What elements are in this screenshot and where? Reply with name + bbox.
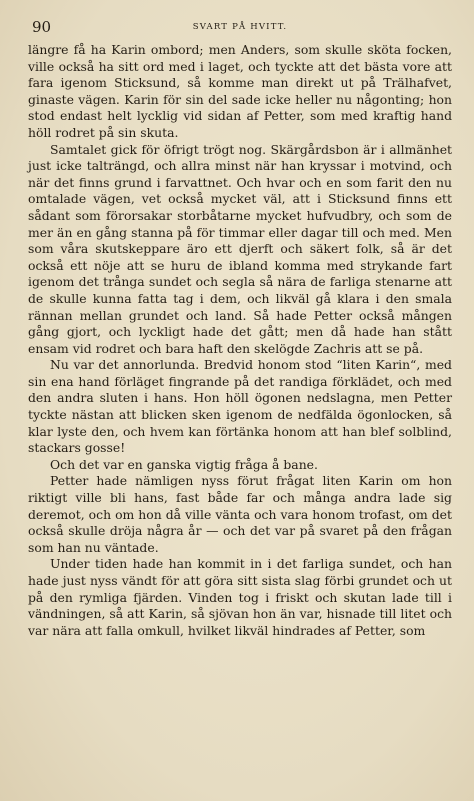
running-head: SVART PÅ HVITT. (192, 22, 288, 32)
paragraph: Och det var en ganska vigtig fråga å bane. (50, 456, 318, 472)
paragraph: Nu var det annorlunda. Bredvid honom stod “liten Karin“, med sin ena hand förläget fingrande på det randiga förklädet, och med den andra sluten i hans. Hon höll ögonen nedslagna, men Petter tyckte nästan att blicken sken igenom de nedfälda ögonlocken, så klar lyste den, och hvem kan förtänka honom att han blef solblind, stackars gosse! (28, 357, 452, 456)
page-header (28, 16, 452, 42)
body-text (28, 42, 452, 639)
paragraph: längre få ha Karin ombord; men Anders, som skulle sköta focken, ville också ha sitt ord med i laget, och tyckte att det bästa vore att fara igenom Sticksund, så komme man direkt ut på Trälhafvet, ginaste vägen. Karin för sin del sade icke heller nu någonting; hon stod endast helt lycklig vid sidan af Petter, som med kraftig hand höll rodret på sin skuta. (28, 42, 452, 140)
paragraph: Samtalet gick för öfrigt trögt nog. Skärgårdsbon är i allmänhet just icke talträngd, och allra minst när han kryssar i motvind, och när det finns grund i farvattnet. Och hvar och en som farit den nu omtalade vägen, vet också mycket väl, att i Sticksund finns ett sådant som förorsakar storbåtarne mycket hufvudbry, och som de mer än en gång stanna på för timmar eller dagar till och med. Men som våra skutskeppare äro ett djerft och säkert folk, så är det också ett nöje att se huru de ibland komma med strykande fart igenom det trånga sundet och segla så nära de farliga stenarne att de skulle kunna fatta tag i dem, och likväl gå klara i den smala rännan mellan grundet och land. Så hade Petter också mången gång gjort, och lyckligt hade det gått; men då hade han stått ensam vid rodret och bara haft den skelögde Zachris att se på. (28, 141, 452, 356)
paragraph: Under tiden hade han kommit in i det farliga sundet, och han hade just nyss vändt för att göra sitt sista slag förbi grundet och ut på den rymliga fjärden. Vinden tog i friskt och skutan lade till i vändningen, så att Karin, så sjövan hon än var, hisnade till litet och var nära att falla omkull, hvilket likväl hindrades af Petter, som (28, 556, 452, 638)
paragraph: Petter hade nämligen nyss förut frågat liten Karin om hon riktigt ville bli hans, fast både far och många andra lade sig deremot, och om hon då ville vänta och vara honom trofast, om det också skulle dröja några år — och det var på svaret på den frågan som han nu väntade. (28, 473, 452, 555)
page-number: 90 (32, 18, 52, 36)
